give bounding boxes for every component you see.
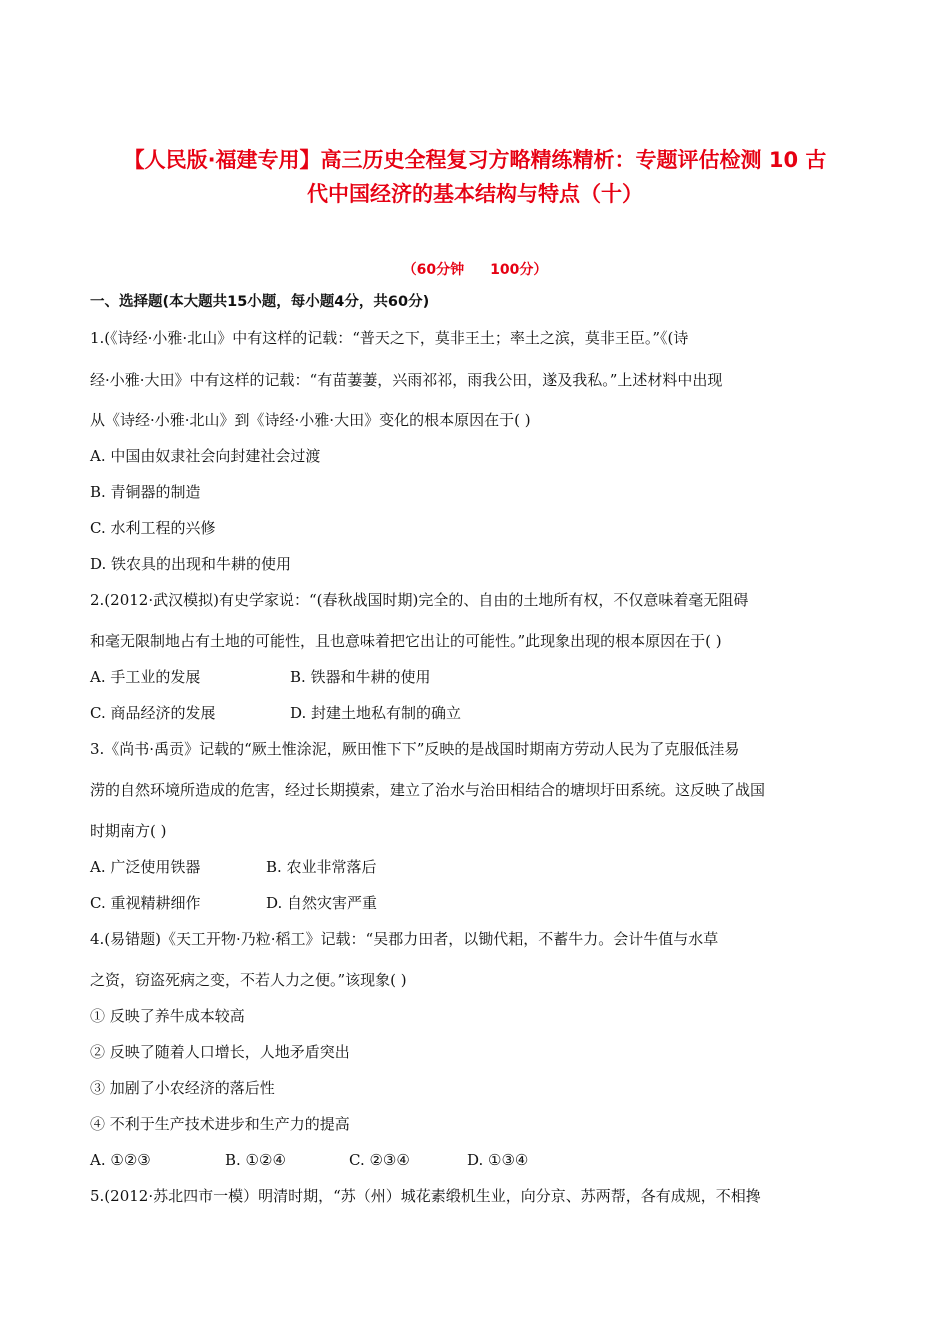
q4-statement-4: ④ 不利于生产技术进步和生产力的提高 [90, 1115, 350, 1133]
q4-stem-line-1: 4.(易错题)《天工开物·乃粒·稻工》记载：“吴郡力田者，以锄代耜，不蓄牛力。会计牛值与水草 [90, 930, 719, 948]
q3-stem-line-3: 时期南方( ) [90, 822, 167, 840]
q4-statement-3: ③ 加剧了小农经济的落后性 [90, 1079, 275, 1097]
q1-option-b: B. 青铜器的制造 [90, 483, 201, 501]
q3-option-c: C. 重视精耕细作 [90, 894, 201, 912]
q2-options-row-1 [90, 667, 431, 687]
document-title [80, 143, 870, 211]
section-heading: 一、选择题(本大题共15小题，每小题4分，共60分) [90, 294, 430, 310]
q2-option-d: D. 封建土地私有制的确立 [290, 704, 462, 722]
q3-options-row-1 [90, 857, 377, 877]
q3-option-d: D. 自然灾害严重 [266, 894, 378, 912]
q2-stem-line-2: 和毫无限制地占有土地的可能性，且也意味着把它出让的可能性。”此现象出现的根本原因在于( ) [90, 632, 722, 650]
q1-stem-line-2: 经·小雅·大田》中有这样的记载：“有苗萋萋，兴雨祁祁，雨我公田，遂及我私。”上述材料中出现 [90, 371, 723, 389]
q4-stem-line-2: 之资，窃盗死病之变，不若人力之便。”该现象( ) [90, 971, 407, 989]
q3-option-a: A. 广泛使用铁器 [90, 858, 201, 876]
q4-option-c: C. ②③④ [349, 1151, 410, 1169]
q3-option-b: B. 农业非常落后 [266, 858, 377, 876]
q2-option-b: B. 铁器和牛耕的使用 [290, 668, 431, 686]
q2-options-row-2 [90, 703, 461, 723]
time-and-score [0, 259, 950, 279]
time-limit: （60分钟 [402, 262, 465, 278]
q3-options-row-2 [90, 893, 377, 913]
q1-option-a: A. 中国由奴隶社会向封建社会过渡 [90, 447, 321, 465]
q5-stem-line-1: 5.(2012·苏北四市一模）明清时期，“苏（州）城花素缎机生业，向分京、苏两帮，各有成规，不相搀 [90, 1187, 761, 1205]
q4-statement-1: ① 反映了养牛成本较高 [90, 1007, 245, 1025]
q4-option-d: D. ①③④ [467, 1151, 529, 1169]
q1-option-d: D. 铁农具的出现和牛耕的使用 [90, 555, 292, 573]
q1-stem-line-3: 从《诗经·小雅·北山》到《诗经·小雅·大田》变化的根本原因在于( ) [90, 411, 531, 429]
total-score: 100分） [490, 262, 548, 278]
q3-stem-line-2: 涝的自然环境所造成的危害，经过长期摸索，建立了治水与治田相结合的塘坝圩田系统。这反映了战国 [90, 781, 766, 799]
title-line-1: 【人民版·福建专用】高三历史全程复习方略精练精析：专题评估检测 10 古 [123, 148, 827, 172]
q4-option-a: A. ①②③ [90, 1151, 151, 1169]
q4-options-row [90, 1150, 528, 1170]
q2-option-a: A. 手工业的发展 [90, 668, 201, 686]
q2-option-c: C. 商品经济的发展 [90, 704, 216, 722]
title-line-2: 代中国经济的基本结构与特点（十） [307, 182, 643, 206]
q4-option-b: B. ①②④ [225, 1151, 286, 1169]
q2-stem-line-1: 2.(2012·武汉模拟)有史学家说：“(春秋战国时期)完全的、自由的土地所有权，不仅意味着毫无阻碍 [90, 591, 749, 609]
q1-option-c: C. 水利工程的兴修 [90, 519, 216, 537]
q1-stem-line-1: 1.(《诗经·小雅·北山》中有这样的记载：“普天之下，莫非王土；率土之滨，莫非王臣。”《(诗 [90, 329, 689, 347]
q4-statement-2: ② 反映了随着人口增长，人地矛盾突出 [90, 1043, 350, 1061]
q3-stem-line-1: 3.《尚书·禹贡》记载的“厥土惟涂泥，厥田惟下下”反映的是战国时期南方劳动人民为了克服低洼易 [90, 740, 740, 758]
